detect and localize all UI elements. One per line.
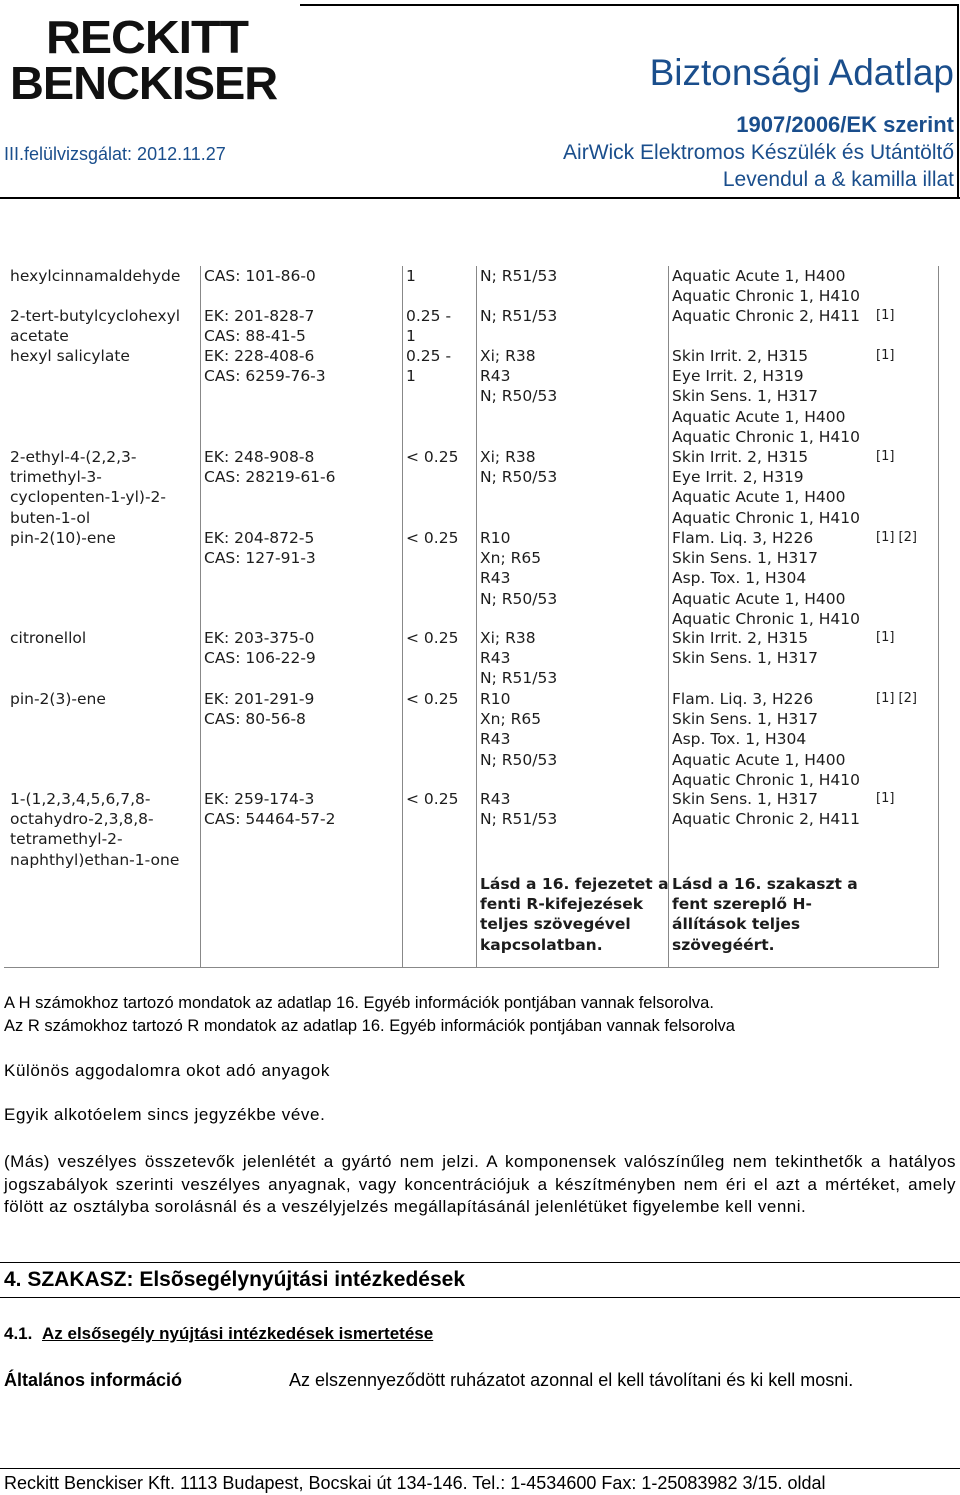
substance-concentration: < 0.25 [406, 790, 459, 808]
substance-concentration: < 0.25 [406, 529, 459, 547]
substance-name: 2-ethyl-4-(2,2,3- trimethyl-3- cyclopenten-1-yl)-2- buten-1-ol [10, 448, 166, 527]
substance-concentration: < 0.25 [406, 448, 459, 466]
substance-dsd-classification: R43 N; R51/53 [480, 790, 558, 829]
column-divider [938, 266, 939, 968]
r-phrases-note: Lásd a 16. fejezetet a fenti R-kifejezések teljes szövegével kapcsolatban. [480, 875, 669, 954]
regulation-reference: 1907/2006/EK szerint [736, 112, 954, 137]
footer-text: Reckitt Benckiser Kft. 1113 Budapest, Bocskai út 134-146. Tel.: 1-4534600 Fax: 1-25083982 3/15. oldal [4, 1473, 826, 1493]
column-divider [668, 266, 669, 968]
h-statements-note: Lásd a 16. szakaszt a fent szereplő H- állítások teljes szövegéért. [672, 875, 858, 954]
substance-ids: EK: 248-908-8 CAS: 28219-61-6 [204, 448, 336, 487]
substance-concentration: 0.25 - 1 [406, 307, 452, 346]
substance-name: 1-(1,2,3,4,5,6,7,8- octahydro-2,3,8,8- tetramethyl-2- naphthyl)ethan-1-one [10, 790, 180, 869]
section-divider-top [0, 1262, 960, 1263]
header-top-rule [300, 4, 958, 6]
substance-dsd-classification: Xi; R38 R43 N; R50/53 [480, 347, 558, 406]
substance-ids: EK: 228-408-6 CAS: 6259-76-3 [204, 347, 326, 386]
substance-ids: EK: 201-828-7 CAS: 88-41-5 [204, 307, 315, 346]
substance-notes: [1] [2] [876, 530, 917, 545]
svhc-heading: Különös aggodalomra okot adó anyagok [4, 1061, 330, 1080]
substance-concentration: < 0.25 [406, 629, 459, 647]
substance-ids: EK: 201-291-9 CAS: 80-56-8 [204, 690, 315, 729]
other-hazardous-components-text: (Más) veszélyes összetevők jelenlétét a gyártó nem jelzi. A komponensek valószínűleg nem tekinthetők a hatályos jogszabályok szerinti veszélyes anyagnak, vagy koncentrációjuk a készítményben nem éri el azt a mértéket, amely fölött az osztályba sorolásnál és a veszélyjelzés megállapításánál jelenlétüket figyelembe kell venni. [4, 1152, 956, 1217]
substance-ids: EK: 203-375-0 CAS: 106-22-9 [204, 629, 316, 668]
substance-clp-classification: Aquatic Chronic 2, H411 [672, 307, 861, 325]
document-title: Biztonsági Adatlap [649, 52, 954, 93]
column-divider [476, 266, 477, 968]
section-divider-bottom [0, 1297, 960, 1298]
substance-name: hexylcinnamaldehyde [10, 267, 181, 285]
r-phrases-reference: Az R számokhoz tartozó R mondatok az adatlap 16. Egyéb információk pontjában vannak felsorolva [4, 1017, 735, 1035]
subsection-title: Az elsősegély nyújtási intézkedések ismertetése [42, 1324, 434, 1343]
company-logo [10, 11, 300, 109]
footer-divider [0, 1468, 960, 1469]
column-divider [200, 266, 201, 968]
substance-clp-classification: Skin Irrit. 2, H315 Eye Irrit. 2, H319 Skin Sens. 1, H317 Aquatic Acute 1, H400 Aquatic Chronic 1, H410 [672, 347, 861, 446]
table-bottom-border [4, 967, 938, 968]
substance-concentration: 0.25 - 1 [406, 347, 452, 386]
substance-name: 2-tert-butylcyclohexyl acetate [10, 307, 181, 346]
product-name: AirWick Elektromos Készülék és Utántöltő [563, 141, 954, 164]
substance-dsd-classification: R10 Xn; R65 R43 N; R50/53 [480, 690, 558, 769]
header-divider [0, 197, 960, 199]
substance-clp-classification: Flam. Liq. 3, H226 Skin Sens. 1, H317 Asp. Tox. 1, H304 Aquatic Acute 1, H400 Aquatic Chronic 1, H410 [672, 529, 861, 628]
header-right-rule [957, 4, 959, 198]
logo-line-1: RECKITT [46, 11, 248, 63]
substance-clp-classification: Skin Sens. 1, H317 Aquatic Chronic 2, H411 [672, 790, 861, 829]
substance-dsd-classification: Xi; R38 R43 N; R51/53 [480, 629, 558, 688]
substance-notes: [1] [876, 791, 895, 806]
substance-notes: [1] [2] [876, 691, 917, 706]
substance-name: pin-2(3)-ene [10, 690, 106, 708]
review-date: III.felülvizsgálat: 2012.11.27 [4, 144, 226, 164]
substance-ids: CAS: 101-86-0 [204, 267, 316, 285]
section-4-title: 4. SZAKASZ: Elsõsegélynyújtási intézkedések [4, 1268, 465, 1291]
product-variant: Levendul a & kamilla illat [722, 168, 954, 191]
composition-table [4, 266, 938, 968]
general-info-text: Az elszennyeződött ruházatot azonnal el kell távolítani és ki kell mosni. [289, 1370, 854, 1390]
substance-clp-classification: Flam. Liq. 3, H226 Skin Sens. 1, H317 Asp. Tox. 1, H304 Aquatic Acute 1, H400 Aquatic Chronic 1, H410 [672, 690, 861, 789]
substance-dsd-classification: N; R51/53 [480, 307, 558, 325]
substance-notes: [1] [876, 348, 895, 363]
substance-dsd-classification: N; R51/53 [480, 267, 558, 285]
substance-ids: EK: 204-872-5 CAS: 127-91-3 [204, 529, 316, 568]
substance-dsd-classification: Xi; R38 N; R50/53 [480, 448, 558, 487]
substance-concentration: 1 [406, 267, 416, 285]
h-phrases-reference: A H számokhoz tartozó mondatok az adatlap 16. Egyéb információk pontjában vannak felsorolva. [4, 994, 714, 1012]
substance-notes: [1] [876, 449, 895, 464]
svhc-text: Egyik alkotóelem sincs jegyzékbe véve. [4, 1105, 326, 1124]
substance-clp-classification: Skin Irrit. 2, H315 Eye Irrit. 2, H319 Aquatic Acute 1, H400 Aquatic Chronic 1, H410 [672, 448, 861, 527]
substance-clp-classification: Skin Irrit. 2, H315 Skin Sens. 1, H317 [672, 629, 818, 668]
substance-notes: [1] [876, 630, 895, 645]
substance-notes: [1] [876, 308, 895, 323]
substance-concentration: < 0.25 [406, 690, 459, 708]
substance-dsd-classification: R10 Xn; R65 R43 N; R50/53 [480, 529, 558, 608]
substance-clp-classification: Aquatic Acute 1, H400 Aquatic Chronic 1, H410 [672, 267, 861, 306]
general-info-label: Általános információ [4, 1370, 183, 1390]
substance-name: hexyl salicylate [10, 347, 130, 365]
logo-line-2: BENCKISER [10, 57, 278, 109]
substance-ids: EK: 259-174-3 CAS: 54464-57-2 [204, 790, 336, 829]
substance-name: citronellol [10, 629, 87, 647]
substance-name: pin-2(10)-ene [10, 529, 116, 547]
column-divider [402, 266, 403, 968]
subsection-number: 4.1. [4, 1324, 33, 1343]
